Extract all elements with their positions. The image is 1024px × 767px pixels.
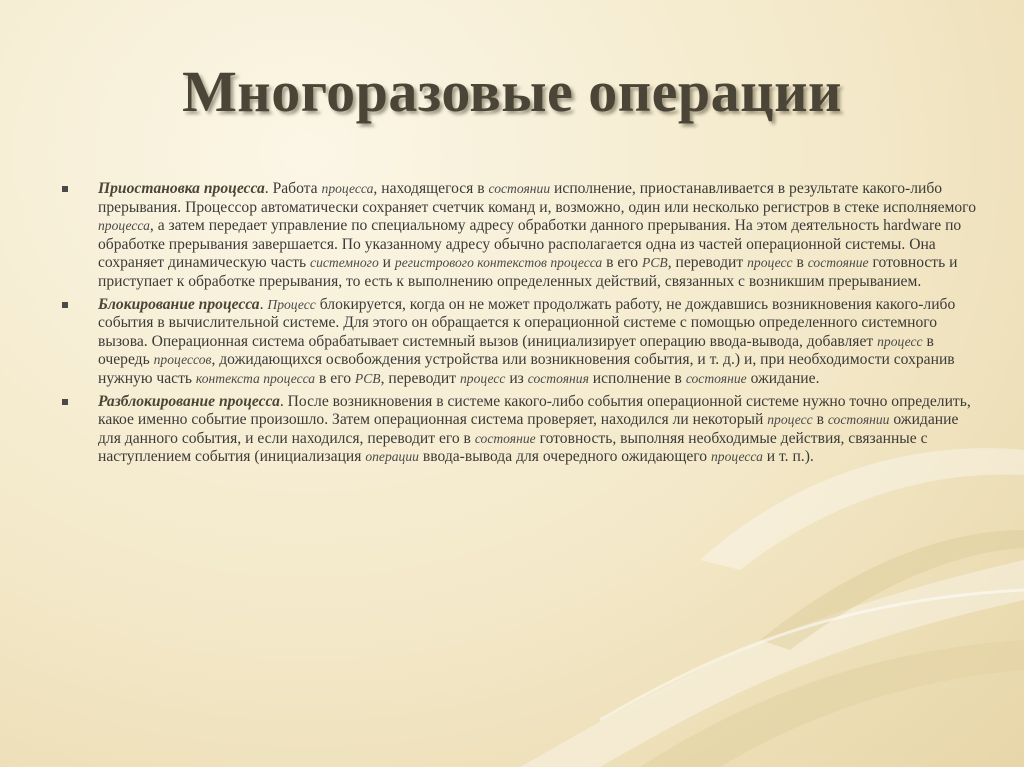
text-run: из	[505, 369, 528, 387]
text-run: в его	[602, 254, 643, 272]
italic-term: процесс	[747, 255, 793, 271]
italic-term: операции	[365, 449, 419, 465]
italic-term: состояние	[685, 370, 747, 386]
italic-term: состояния	[527, 370, 589, 386]
italic-term: системного	[310, 255, 379, 271]
slide-title: Многоразовые операции	[182, 59, 842, 124]
text-run: .	[259, 295, 268, 313]
text-run: , переводит	[380, 369, 460, 387]
text-run: исполнение, приостанавливается в результате какого-либо прерывания. Процессор автоматически сохраняет счетчик команд и, возможно, один или несколько регистров в стеке исполняемого	[98, 180, 976, 216]
bullet-text	[98, 180, 977, 292]
italic-term: PCB	[354, 370, 381, 386]
text-run: , переводит	[667, 254, 748, 272]
italic-term: процесса	[710, 449, 763, 465]
text-run: блокируется, когда он не может продолжать работу, не дождавшись возникновения какого-либо события в вычислительной системе. Для этого он обращается к операционной системе с помощью определенного системного вызова. Операционная система обрабатывает системный вызов (инициализирует операцию ввода-вывода, добавляет	[98, 295, 956, 350]
italic-term: процесса	[98, 218, 150, 234]
text-run: ожидание.	[746, 369, 820, 387]
text-run: , дожидающихся освобождения устройства или возникновения события, и т. д.) и, при необходимости сохранив нужную часть	[98, 351, 955, 387]
bullet-text	[98, 393, 977, 467]
bullet-marker-icon	[62, 399, 68, 405]
text-run: готовность и приступает к обработке прерывания, то есть к выполнению определенных действий, связанных с возникшим прерыванием.	[98, 254, 958, 290]
italic-term: Процесс	[267, 296, 316, 312]
italic-term: процесса	[321, 181, 374, 196]
bullet-item	[62, 180, 977, 292]
text-run: в очередь	[98, 332, 934, 369]
text-run: в	[812, 411, 828, 429]
bullet-item	[62, 393, 977, 467]
italic-term: состояние	[474, 430, 536, 446]
text-run: в	[792, 254, 808, 272]
italic-term: регистрового контекстов процесса	[394, 255, 603, 271]
text-run: исполнение в	[588, 369, 686, 387]
text-run: , находящегося в	[373, 180, 489, 197]
italic-term: состоянии	[827, 412, 890, 428]
italic-term: процесс	[767, 412, 813, 428]
text-run: . После возникновения в системе какого-либо события операционной системе нужно точно определить, какое именно событие произошло. Затем операционная система проверяет, находился ли некоторый	[98, 392, 971, 429]
text-run: в его	[315, 369, 355, 387]
bullet-heading: Приостановка процесса	[98, 180, 265, 197]
italic-term: PCB	[642, 255, 668, 271]
italic-term: состоянии	[488, 181, 551, 196]
italic-term: состояние	[807, 255, 869, 271]
text-run: . Работа	[264, 180, 322, 197]
bullet-marker-icon	[62, 186, 68, 192]
italic-term: контекста процесса	[195, 370, 316, 386]
bullet-heading: Блокирование процесса	[98, 295, 260, 313]
text-run: ввода-вывода для очередного ожидающего	[418, 448, 711, 466]
bullet-heading: Разблокирование процесса	[98, 392, 280, 410]
slide-body	[62, 180, 977, 471]
text-run: ожидание для данного события, и если находился, переводит его в	[98, 411, 959, 447]
bullet-item	[62, 296, 977, 389]
italic-term: процесс	[459, 370, 506, 386]
text-run: и т. п.).	[762, 448, 814, 466]
italic-term: процессов	[153, 352, 212, 368]
italic-term: процесс	[877, 333, 923, 349]
bullet-text	[98, 296, 977, 389]
bullet-marker-icon	[62, 302, 68, 308]
text-run: , а затем передает управление по специальному адресу обработки данного прерывания. На этом деятельность hardware по обработке прерывания завершается. По указанному адресу обычно располагается одна из частей операционной системы. Она сохраняет динамическую часть	[98, 217, 962, 272]
text-run: и	[378, 254, 395, 272]
text-run: готовность, выполняя необходимые действия, связанные с наступлением события (инициализация	[98, 429, 928, 466]
